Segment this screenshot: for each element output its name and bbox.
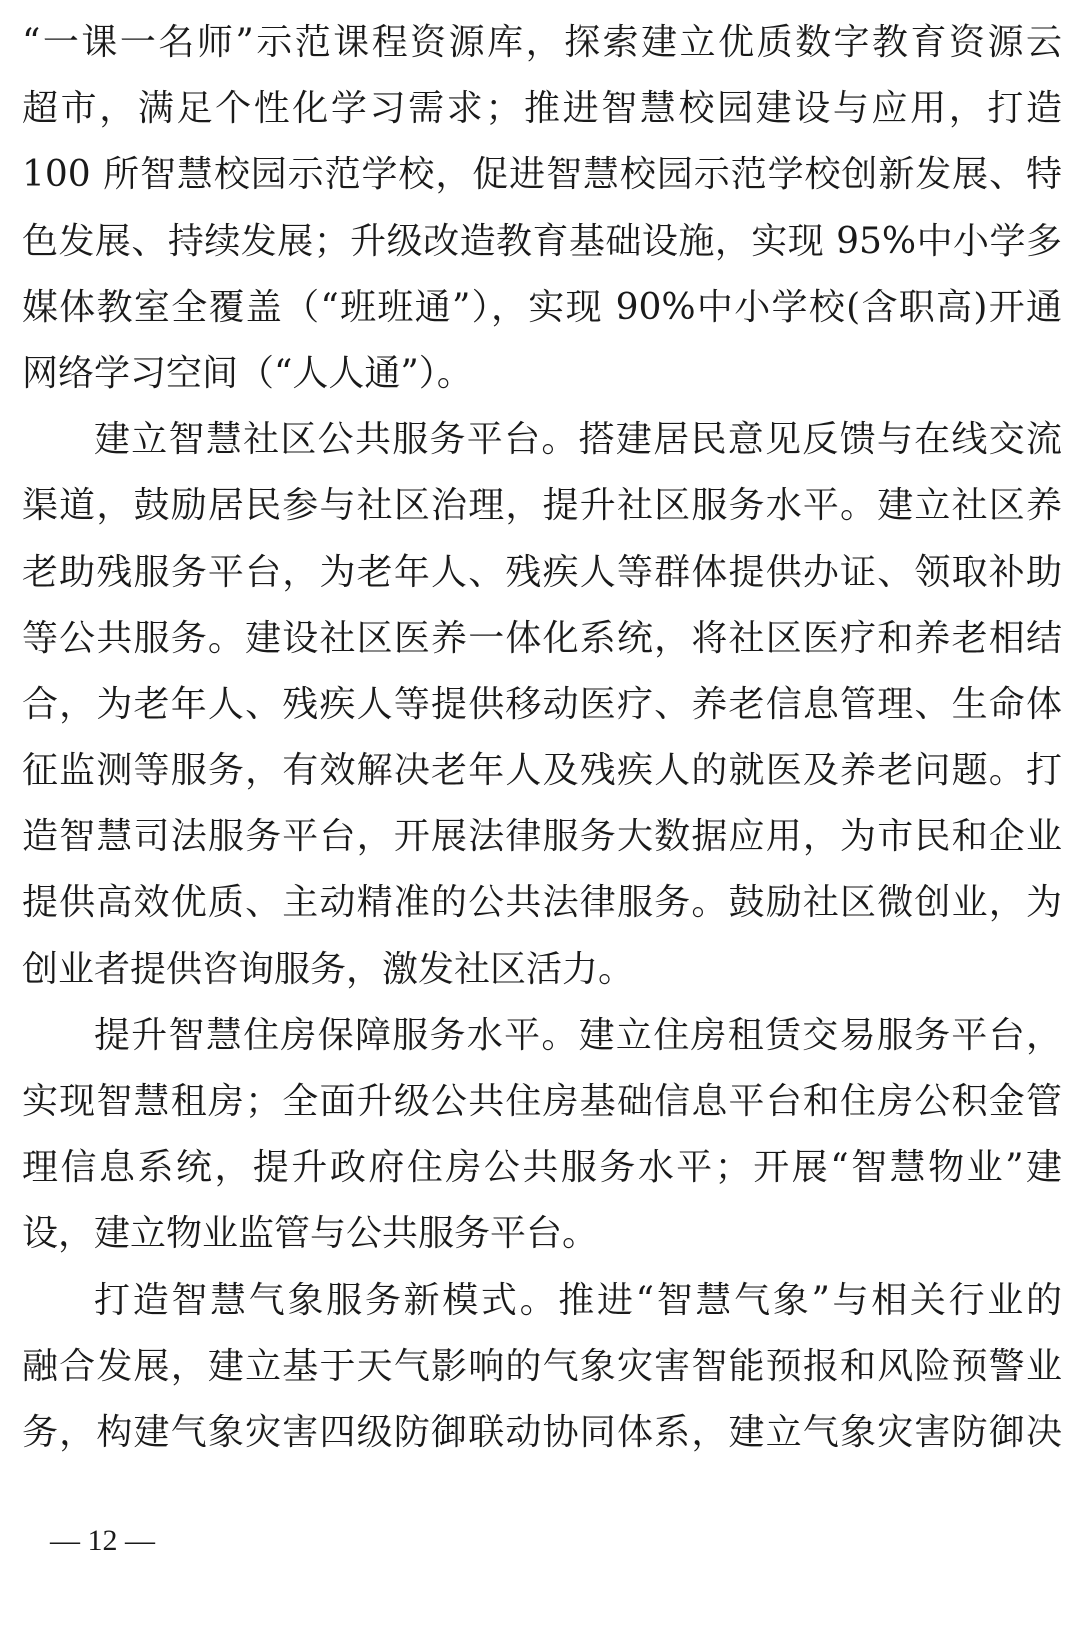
text-line: 创业者提供咨询服务，激发社区活力。 [22, 948, 635, 990]
paragraph-smart-community [22, 407, 1062, 1003]
text-line: 提升智慧住房保障服务水平。建立住房租赁交易服务平台， [94, 1014, 1062, 1056]
document-body [22, 10, 1062, 1466]
text-line: 色发展、持续发展；升级改造教育基础设施，实现 95%中小学多 [22, 220, 1062, 262]
page-number: — 12 — [50, 1524, 155, 1557]
text-line: 网络学习空间（“人人通”）。 [22, 352, 473, 394]
text-line: 老助残服务平台，为老年人、残疾人等群体提供办证、领取补助 [22, 551, 1062, 593]
text-line: 设，建立物业监管与公共服务平台。 [22, 1213, 599, 1255]
text-line: 融合发展，建立基于天气影响的气象灾害智能预报和风险预警业 [22, 1345, 1062, 1387]
text-line: 超市，满足个性化学习需求；推进智慧校园建设与应用，打造 [22, 88, 1062, 130]
text-line: 造智慧司法服务平台，开展法律服务大数据应用，为市民和企业 [22, 816, 1062, 858]
text-line: 等公共服务。建设社区医养一体化系统，将社区医疗和养老相结 [22, 617, 1062, 659]
paragraph-smart-weather [22, 1268, 1062, 1467]
text-line: 征监测等服务，有效解决老年人及残疾人的就医及养老问题。打 [22, 750, 1062, 792]
paragraph-education-resources [22, 10, 1062, 407]
text-line: 合，为老年人、残疾人等提供移动医疗、养老信息管理、生命体 [22, 683, 1062, 725]
text-line: 100 所智慧校园示范学校，促进智慧校园示范学校创新发展、特 [22, 154, 1062, 196]
text-line: 提供高效优质、主动精准的公共法律服务。鼓励社区微创业，为 [22, 882, 1062, 924]
text-line: 务，构建气象灾害四级防御联动协同体系，建立气象灾害防御决 [22, 1411, 1062, 1453]
text-line: 媒体教室全覆盖（“班班通”），实现 90%中小学校(含职高)开通 [22, 286, 1062, 328]
text-line: 渠道，鼓励居民参与社区治理，提升社区服务水平。建立社区养 [22, 485, 1062, 527]
text-line: 建立智慧社区公共服务平台。搭建居民意见反馈与在线交流 [94, 419, 1062, 461]
text-line: “一课一名师”示范课程资源库，探索建立优质数字教育资源云 [22, 22, 1062, 63]
text-line: 理信息系统，提升政府住房公共服务水平；开展“智慧物业”建 [22, 1147, 1062, 1189]
text-line: 实现智慧租房；全面升级公共住房基础信息平台和住房公积金管 [22, 1081, 1062, 1122]
paragraph-smart-housing [22, 1003, 1062, 1268]
text-line: 打造智慧气象服务新模式。推进“智慧气象”与相关行业的 [94, 1279, 1062, 1321]
